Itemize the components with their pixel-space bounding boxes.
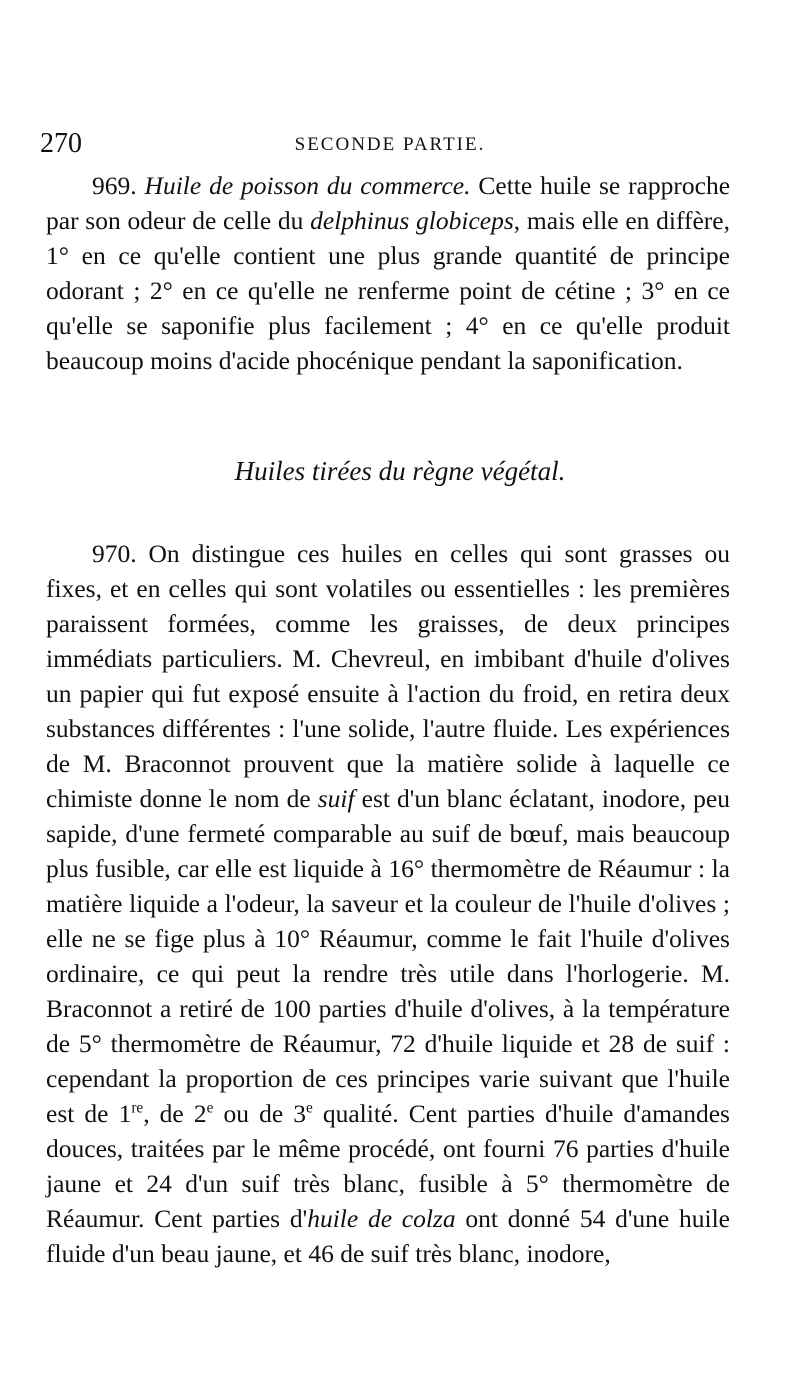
- paragraph-text: est d'un blanc éclatant, inodore, peu sapide, d'une fermeté comparable au suif de bœuf, mais beaucoup plus fusible, car elle est liquide à 16° thermomètre de Réaumur : la matière liquide a l'odeur, la saveur et la couleur de l'huile d'olives ; elle ne se fige plus à 10° Réaumur, comme le fait l'huile d'olives ordinaire, ce qui peut la rendre très utile dans l'horlogerie. M. Braconnot a retiré de 100 parties d'huile d'olives, à la température de 5° thermomètre de Réaumur, 72 d'huile liquide et 28 de suif : cependant la proportion de ces principes varie suivant que l'huile est de 1: [46, 784, 730, 1128]
- section-heading: Huiles tirées du règne végétal.: [234, 456, 566, 486]
- species-name: delphinus globiceps: [310, 206, 514, 235]
- paragraph-text: , de 2: [143, 1099, 207, 1128]
- page-header: [40, 128, 740, 162]
- paragraph-number: 970.: [92, 539, 137, 568]
- paragraph-969: [46, 168, 730, 378]
- paragraph-text: , mais elle en diffère, 1° en ce qu'elle contient une plus grande quantité de principe odorant ; 2° en ce qu'elle ne renferme point de cétine ; 3° en ce qu'elle se saponifie plus facilement ; 4° en ce qu'elle produit beaucoup moins d'acide phocénique pendant la saponification.: [46, 206, 730, 375]
- paragraph-text: qualité. Cent parties d'huile d'amandes douces, traitées par le même procédé, ont fourni 76 parties d'huile jaune et 24 d'un suif très blanc, fusible à 5° thermomètre de Réaumur. Cent parties d': [46, 1099, 730, 1233]
- superscript: e: [206, 1099, 214, 1117]
- italic-term-suif: suif: [317, 784, 355, 813]
- paragraph-title: Huile de poisson du commerce.: [144, 171, 471, 200]
- page-number: 270: [40, 128, 82, 159]
- paragraph-text: ou de 3: [213, 1099, 306, 1128]
- paragraph-970: [46, 536, 730, 1271]
- superscript: e: [305, 1099, 313, 1117]
- paragraph-text: ont donné 54 d'une huile fluide d'un beau jaune, et 46 de suif très blanc, inodore,: [46, 1204, 730, 1268]
- running-title: SECONDE PARTIE.: [294, 134, 486, 155]
- superscript: re: [131, 1099, 144, 1117]
- paragraph-text: On distingue ces huiles en celles qui sont grasses ou fixes, et en celles qui sont volatiles ou essentielles : les premières paraissent formées, comme les graisses, de deux principes immédiats particuliers. M. Chevreul, en imbibant d'huile d'olives un papier qui fut exposé ensuite à l'action du froid, en retira deux substances différentes : l'une solide, l'autre fluide. Les expériences de M. Braconnot prouvent que la matière solide à laquelle ce chimiste donne le nom de: [46, 539, 730, 813]
- paragraph-number: 969.: [92, 171, 137, 200]
- italic-term-colza: huile de colza: [307, 1204, 456, 1233]
- paragraph-text: Cette huile se rapproche par son odeur de celle du: [46, 171, 731, 235]
